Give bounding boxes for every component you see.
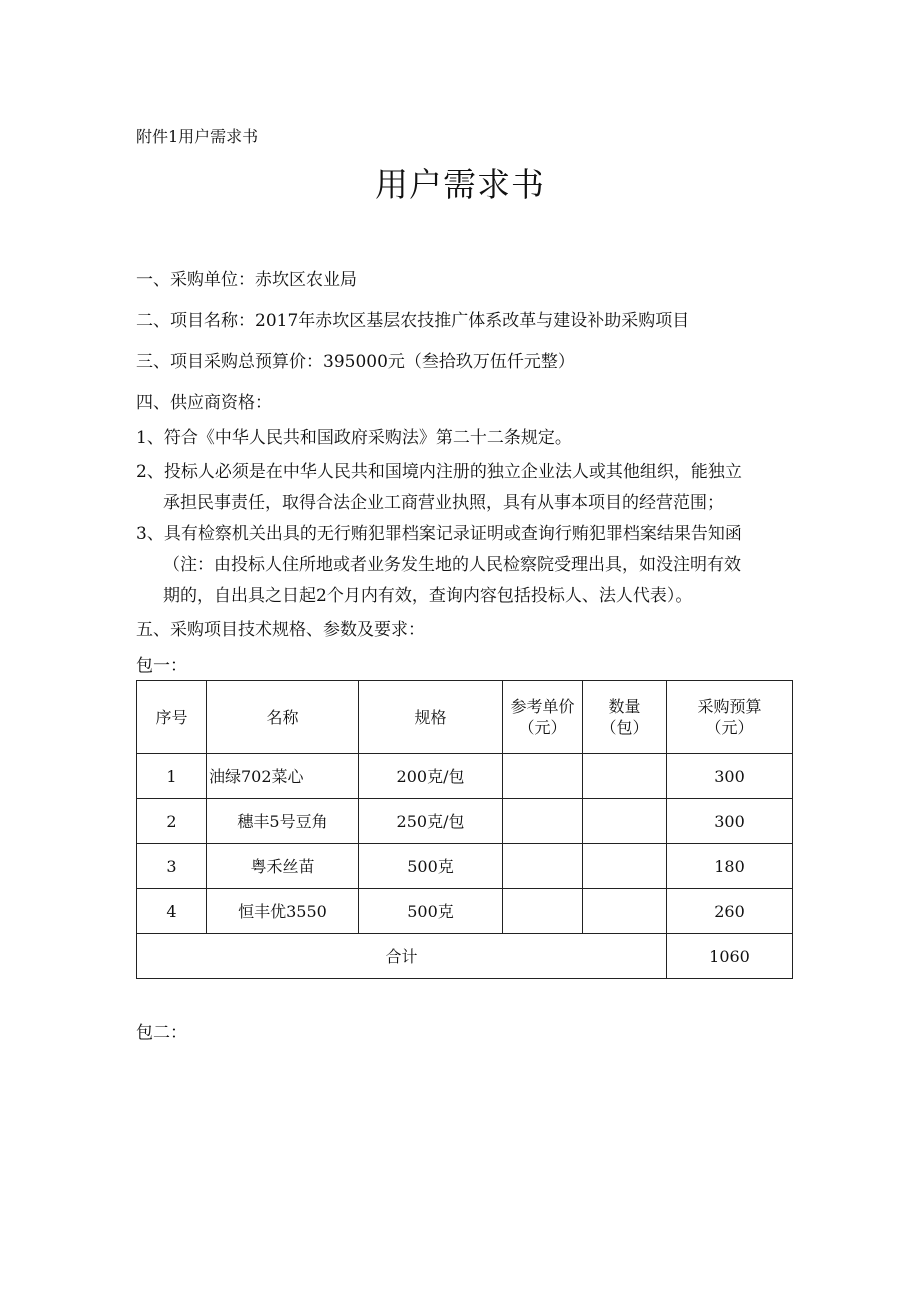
table-row <box>137 844 793 889</box>
row-name: 粤禾丝苗 <box>207 844 359 889</box>
table-row <box>137 754 793 799</box>
row-budget: 180 <box>667 844 793 889</box>
header-unit-price-line-2: （元） <box>518 718 567 737</box>
row-quantity <box>583 754 667 799</box>
qualification-item-1: 1、符合《中华人民共和国政府采购法》第二十二条规定。 <box>136 428 572 448</box>
row-unit-price <box>503 754 583 799</box>
table-row <box>137 889 793 934</box>
row-name: 恒丰优3550 <box>207 889 359 934</box>
section-purchaser: 一、采购单位：赤坎区农业局 <box>136 270 357 290</box>
row-unit-price <box>503 844 583 889</box>
section-supplier-qualification: 四、供应商资格： <box>136 393 272 413</box>
package-1-table <box>136 680 793 979</box>
row-name: 油绿702菜心 <box>207 754 359 799</box>
row-budget: 300 <box>667 754 793 799</box>
row-quantity <box>583 889 667 934</box>
row-quantity <box>583 799 667 844</box>
row-index: 2 <box>137 799 207 844</box>
attachment-label: 附件1用户需求书 <box>136 127 259 146</box>
row-budget: 300 <box>667 799 793 844</box>
header-spec: 规格 <box>359 681 503 754</box>
row-spec: 500克 <box>359 844 503 889</box>
qualification-item-3-line-2: （注：由投标人住所地或者业务发生地的人民检察院受理出具，如没注明有效 <box>163 555 741 575</box>
row-spec: 250克/包 <box>359 799 503 844</box>
table-header-row <box>137 681 793 754</box>
header-unit-price-line-1: 参考单价 <box>510 697 575 716</box>
header-unit-price <box>503 681 583 754</box>
qualification-item-2-line-1: 2、投标人必须是在中华人民共和国境内注册的独立企业法人或其他组织，能独立 <box>136 462 742 482</box>
header-budget-line-1: 采购预算 <box>697 697 762 716</box>
table-total-row <box>137 934 793 979</box>
row-unit-price <box>503 799 583 844</box>
header-quantity <box>583 681 667 754</box>
total-label: 合计 <box>137 934 667 979</box>
qualification-item-3-line-3: 期的，自出具之日起2个月内有效，查询内容包括投标人、法人代表）。 <box>163 586 693 606</box>
row-name: 穗丰5号豆角 <box>207 799 359 844</box>
header-budget <box>667 681 793 754</box>
row-index: 4 <box>137 889 207 934</box>
total-value: 1060 <box>667 934 793 979</box>
qualification-item-2-line-2: 承担民事责任，取得合法企业工商营业执照，具有从事本项目的经营范围； <box>163 493 724 513</box>
row-index: 3 <box>137 844 207 889</box>
header-budget-line-2: （元） <box>705 718 754 737</box>
row-quantity <box>583 844 667 889</box>
package-1-label: 包一： <box>136 656 187 676</box>
page-title: 用户需求书 <box>375 165 545 204</box>
header-index: 序号 <box>137 681 207 754</box>
row-unit-price <box>503 889 583 934</box>
row-index: 1 <box>137 754 207 799</box>
package-2-label: 包二： <box>136 1023 187 1043</box>
section-total-budget: 三、项目采购总预算价：395000元（叁拾玖万伍仟元整） <box>136 352 575 372</box>
header-name: 名称 <box>207 681 359 754</box>
row-budget: 260 <box>667 889 793 934</box>
table-row <box>137 799 793 844</box>
header-quantity-line-2: （包） <box>600 718 649 737</box>
header-quantity-line-1: 数量 <box>608 697 641 716</box>
row-spec: 200克/包 <box>359 754 503 799</box>
section-technical-spec: 五、采购项目技术规格、参数及要求： <box>136 620 425 640</box>
section-project-name: 二、项目名称：2017年赤坎区基层农技推广体系改革与建设补助采购项目 <box>136 311 690 331</box>
row-spec: 500克 <box>359 889 503 934</box>
qualification-item-3-line-1: 3、具有检察机关出具的无行贿犯罪档案记录证明或查询行贿犯罪档案结果告知函 <box>136 524 742 544</box>
